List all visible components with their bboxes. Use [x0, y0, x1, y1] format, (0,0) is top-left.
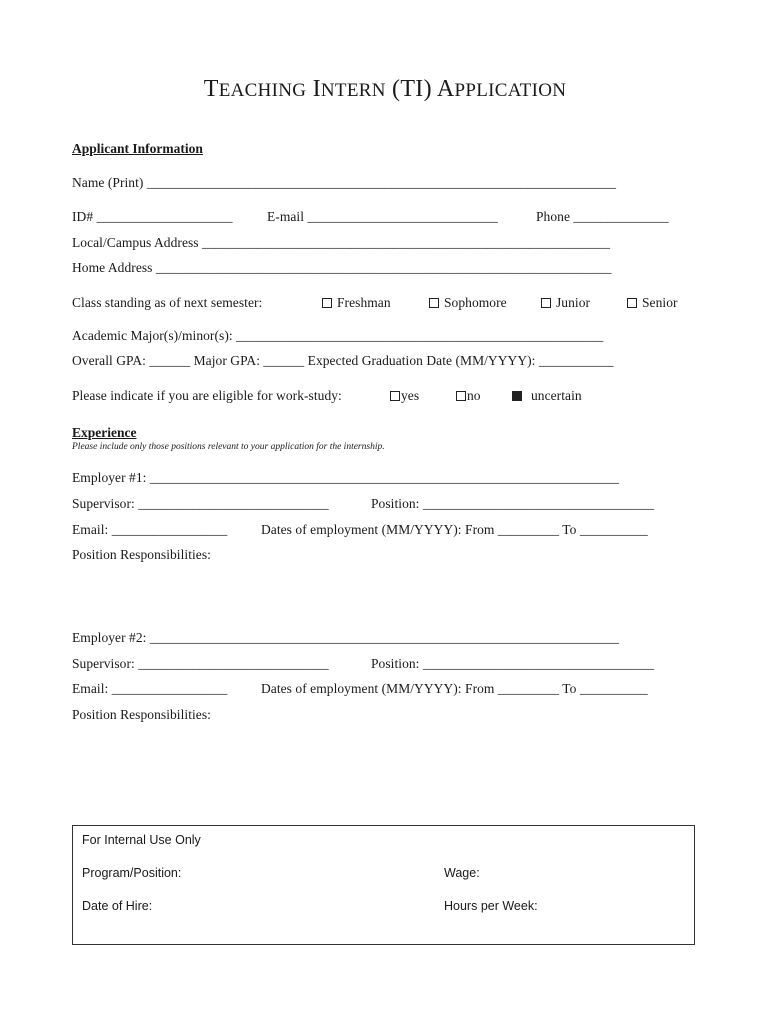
hours-per-week-label: Hours per Week: [444, 899, 538, 913]
class-standing-label: Class standing as of next semester: [72, 295, 263, 310]
email-1-field[interactable]: Email: _________________ [72, 522, 228, 537]
workstudy-option-no[interactable]: no [456, 388, 481, 404]
internal-use-heading: For Internal Use Only [82, 833, 201, 847]
applicant-info-heading: Applicant Information [72, 141, 203, 156]
workstudy-option-uncertain[interactable]: uncertain [512, 388, 582, 404]
workstudy-option-yes[interactable]: yes [390, 388, 419, 404]
page-title: TEACHING INTERN (TI) APPLICATION [203, 76, 567, 102]
responsibilities-2-label: Position Responsibilities: [72, 707, 211, 722]
checkbox-icon[interactable] [390, 391, 400, 401]
dates-1-field[interactable]: Dates of employment (MM/YYYY): From _________ To __________ [261, 522, 648, 537]
checkbox-icon[interactable] [541, 298, 551, 308]
experience-heading: Experience [72, 425, 137, 440]
position-2-field[interactable]: Position: __________________________________ [371, 656, 655, 671]
date-of-hire-label: Date of Hire: [82, 899, 153, 913]
class-option-sophomore[interactable]: Sophomore [429, 295, 507, 311]
class-option-freshman[interactable]: Freshman [322, 295, 391, 311]
workstudy-label: Please indicate if you are eligible for work-study: [72, 388, 342, 403]
major-minor-field[interactable]: Academic Major(s)/minor(s): ______________________________________________________ [72, 328, 604, 343]
experience-note: Please include only those positions relevant to your application for the internship. [72, 442, 385, 452]
local-address-field[interactable]: Local/Campus Address ____________________________________________________________ [72, 235, 611, 250]
checkbox-icon[interactable] [627, 298, 637, 308]
supervisor-2-field[interactable]: Supervisor: ____________________________ [72, 656, 329, 671]
id-field[interactable]: ID# ____________________ [72, 209, 233, 224]
supervisor-1-field[interactable]: Supervisor: ____________________________ [72, 496, 329, 511]
checkbox-icon[interactable] [456, 391, 466, 401]
wage-label: Wage: [444, 866, 480, 880]
program-position-label: Program/Position: [82, 866, 182, 880]
checkbox-icon[interactable] [429, 298, 439, 308]
name-field[interactable]: Name (Print) _____________________________________________________________________ [72, 175, 617, 190]
home-address-field[interactable]: Home Address ___________________________________________________________________ [72, 260, 612, 275]
email-field[interactable]: E-mail ____________________________ [267, 209, 498, 224]
responsibilities-1-label: Position Responsibilities: [72, 547, 211, 562]
dates-2-field[interactable]: Dates of employment (MM/YYYY): From _________ To __________ [261, 681, 648, 696]
email-2-field[interactable]: Email: _________________ [72, 681, 228, 696]
gpa-graduation-field[interactable]: Overall GPA: ______ Major GPA: ______ Expected Graduation Date (MM/YYYY): ___________ [72, 353, 614, 368]
position-1-field[interactable]: Position: __________________________________ [371, 496, 655, 511]
employer-1-field[interactable]: Employer #1: _____________________________________________________________________ [72, 470, 620, 485]
phone-field[interactable]: Phone ______________ [536, 209, 669, 224]
class-option-senior[interactable]: Senior [627, 295, 678, 311]
internal-use-box [72, 825, 695, 945]
checkbox-icon[interactable] [322, 298, 332, 308]
employer-2-field[interactable]: Employer #2: _____________________________________________________________________ [72, 630, 620, 645]
checked-checkbox-icon[interactable] [512, 391, 522, 401]
class-option-junior[interactable]: Junior [541, 295, 590, 311]
